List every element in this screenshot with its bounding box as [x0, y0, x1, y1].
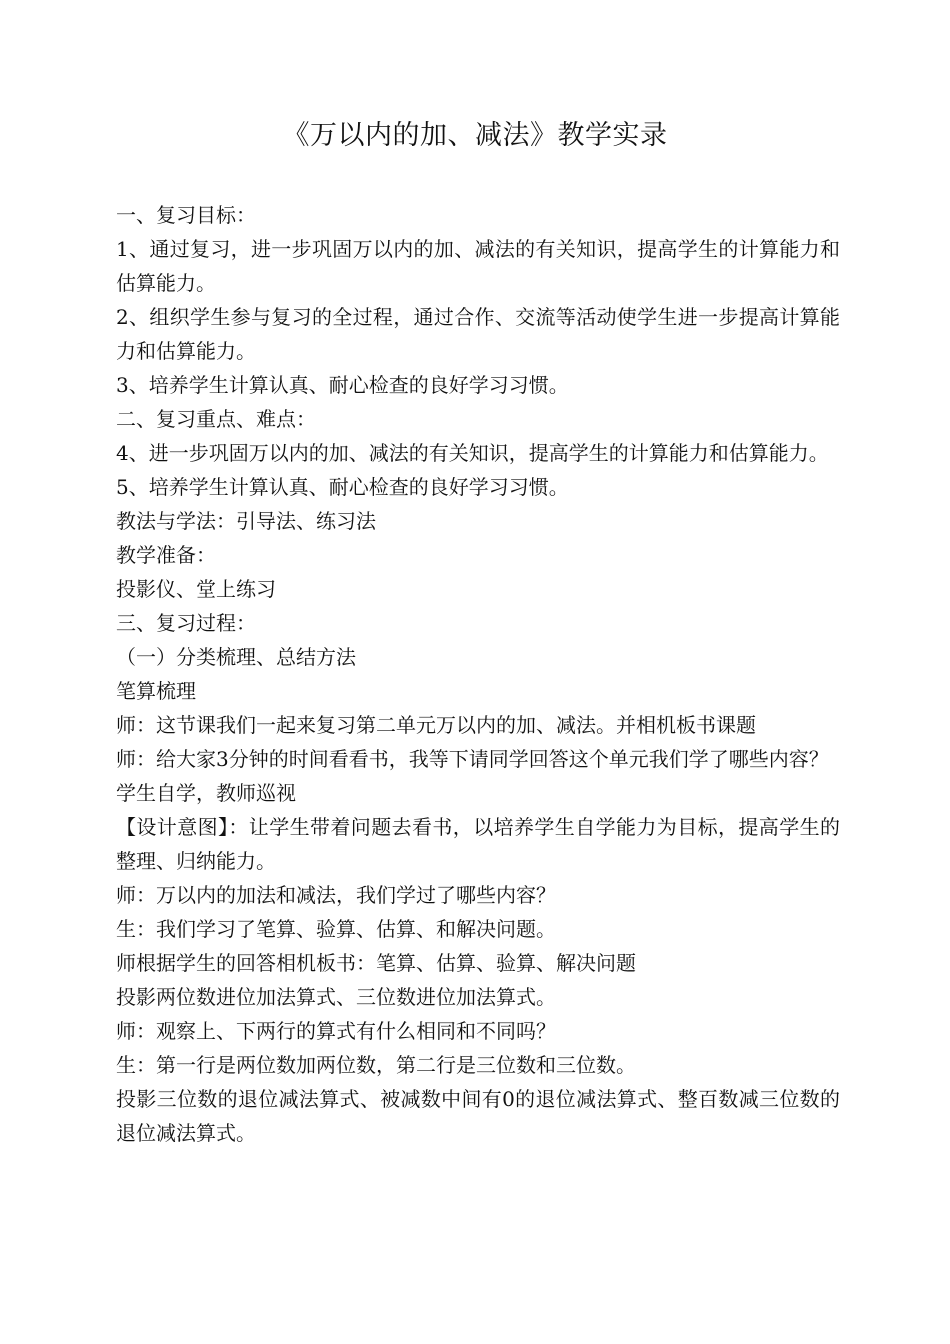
paragraph: 教法与学法：引导法、练习法 — [116, 509, 376, 533]
paragraph: 2、组织学生参与复习的全过程，通过合作、交流等活动使学生进一步提高计算能力和估算能力。 — [116, 305, 840, 363]
paragraph: 【设计意图】：让学生带着问题去看书，以培养学生自学能力为目标，提高学生的整理、归纳能力。 — [116, 815, 840, 873]
paragraph: 师：这节课我们一起来复习第二单元万以内的加、减法。并相机板书课题 — [116, 713, 756, 737]
paragraph: 生：第一行是两位数加两位数，第二行是三位数和三位数。 — [116, 1053, 636, 1077]
paragraph: 投影三位数的退位减法算式、被减数中间有0的退位减法算式、整百数减三位数的退位减法算式。 — [116, 1087, 840, 1145]
paragraph: 投影仪、堂上练习 — [116, 577, 276, 601]
paragraph: 教学准备： — [116, 543, 216, 567]
paragraph: 1、通过复习，进一步巩固万以内的加、减法的有关知识，提高学生的计算能力和估算能力。 — [116, 237, 840, 295]
paragraph: 师：给大家3分钟的时间看看书，我等下请同学回答这个单元我们学了哪些内容？ — [116, 747, 829, 771]
document-title: 《万以内的加、减法》教学实录 — [282, 120, 668, 151]
paragraph: 学生自学，教师巡视 — [116, 781, 296, 805]
paragraph: 二、复习重点、难点： — [116, 407, 316, 431]
paragraph: 5、培养学生计算认真、耐心检查的良好学习习惯。 — [116, 475, 569, 499]
paragraph: （一）分类梳理、总结方法 — [116, 645, 356, 669]
paragraph: 一、复习目标： — [116, 203, 256, 227]
paragraph: 师根据学生的回答相机板书：笔算、估算、验算、解决问题 — [116, 951, 636, 975]
paragraph: 三、复习过程： — [116, 611, 256, 635]
paragraph: 笔算梳理 — [116, 679, 196, 703]
paragraph: 师：万以内的加法和减法，我们学过了哪些内容？ — [116, 883, 556, 907]
document-body — [116, 198, 840, 1150]
paragraph: 生：我们学习了笔算、验算、估算、和解决问题。 — [116, 917, 556, 941]
paragraph: 4、进一步巩固万以内的加、减法的有关知识，提高学生的计算能力和估算能力。 — [116, 441, 829, 465]
paragraph: 师：观察上、下两行的算式有什么相同和不同吗？ — [116, 1019, 556, 1043]
paragraph: 投影两位数进位加法算式、三位数进位加法算式。 — [116, 985, 556, 1009]
paragraph: 3、培养学生计算认真、耐心检查的良好学习习惯。 — [116, 373, 569, 397]
